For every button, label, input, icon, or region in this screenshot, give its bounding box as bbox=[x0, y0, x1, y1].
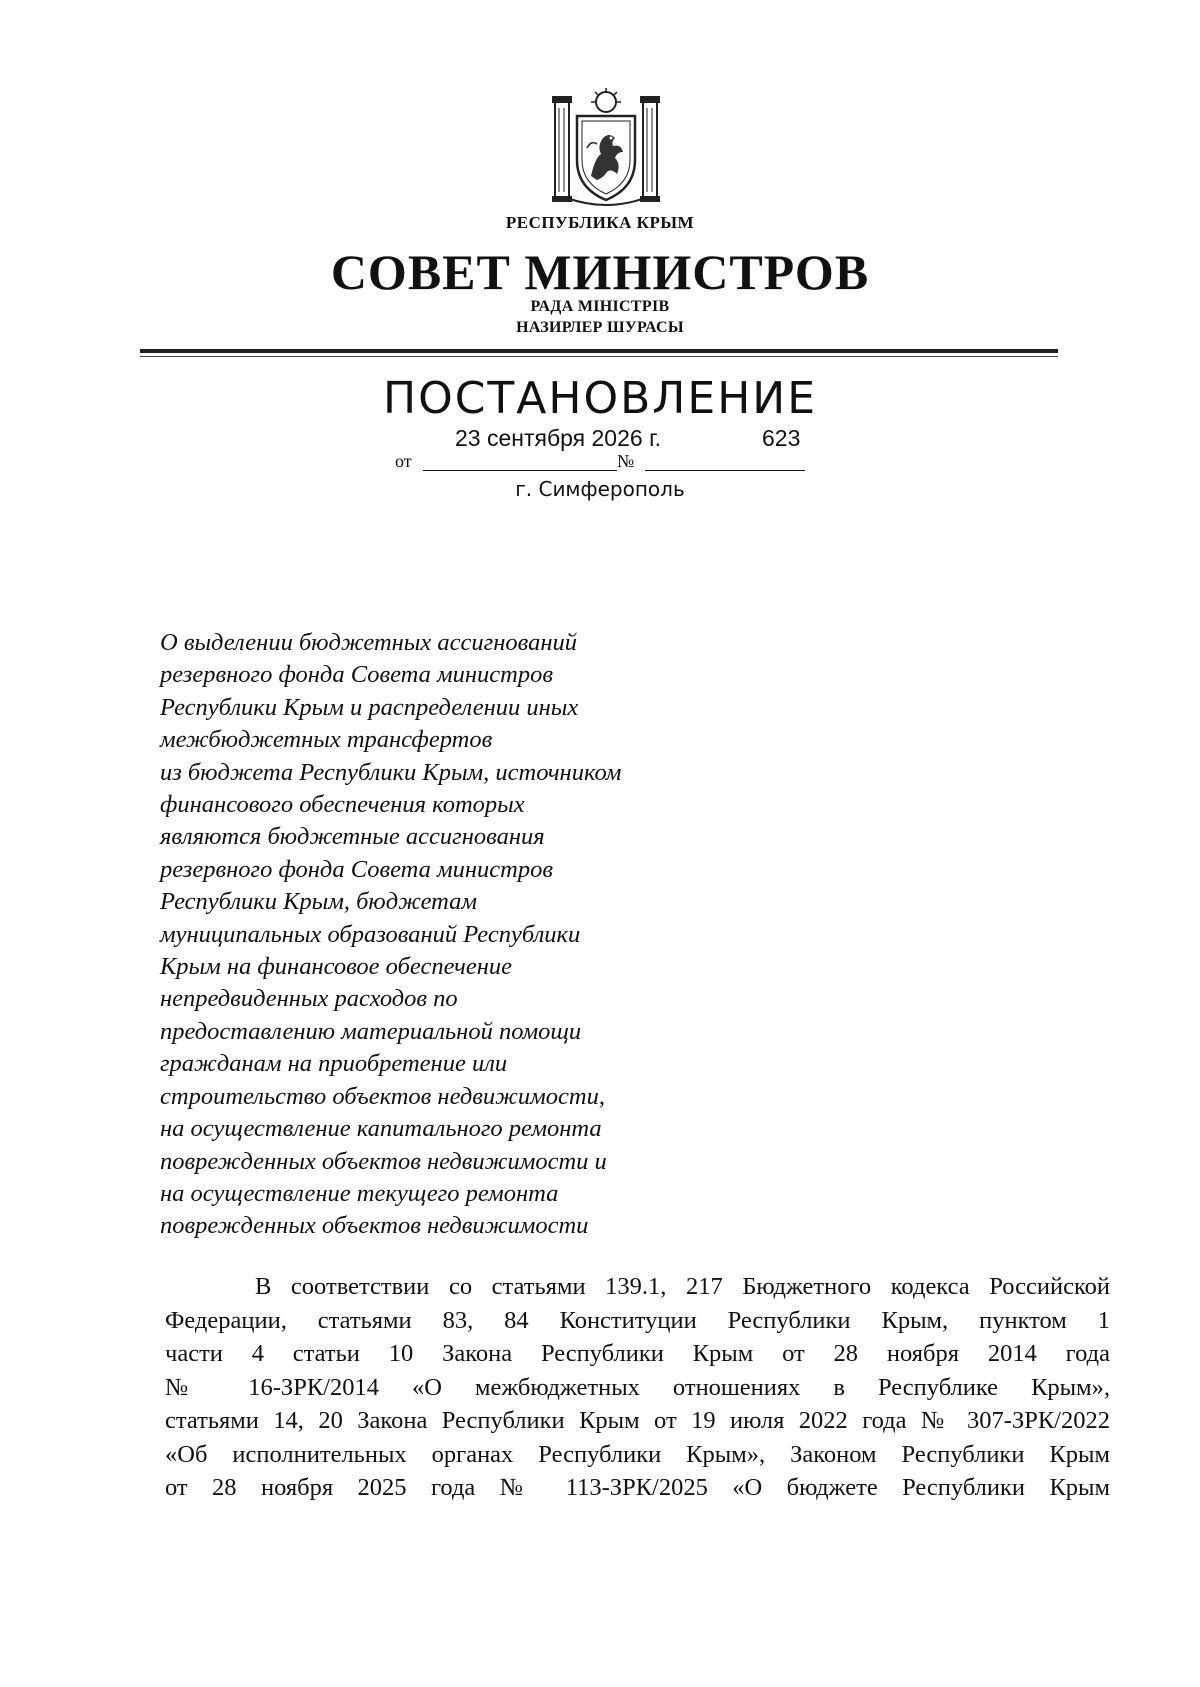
body-line: части 4 статьи 10 Закона Республики Крым от 28 ноября 2014 года bbox=[165, 1340, 1110, 1367]
subject-line: финансового обеспечения которых bbox=[160, 791, 525, 819]
subject-line: строительство объектов недвижимости, bbox=[160, 1082, 605, 1110]
subject-line: поврежденных объектов недвижимости и bbox=[160, 1147, 607, 1175]
date-underline bbox=[423, 470, 617, 471]
subject-line: Республики Крым и распределении иных bbox=[160, 693, 579, 721]
resolution-body bbox=[165, 1270, 1110, 1505]
subject-line: являются бюджетные ассигнования bbox=[160, 823, 545, 851]
document-type-title: ПОСТАНОВЛЕНИЕ bbox=[382, 373, 817, 424]
body-line: статьями 14, 20 Закона Республики Крым от 19 июля 2022 года № 307-ЗРК/2022 bbox=[165, 1407, 1110, 1434]
subject-line: О выделении бюджетных ассигнований bbox=[160, 629, 577, 656]
subject-line: резервного фонда Совета министров bbox=[160, 661, 554, 689]
republic-name: РЕСПУБЛИКА КРЫМ bbox=[505, 213, 695, 232]
subject-line: на осуществление капитального ремонта bbox=[160, 1115, 602, 1143]
resolution-number: 623 bbox=[762, 425, 801, 451]
subject-line: гражданам на приобретение или bbox=[160, 1050, 508, 1078]
header-divider-thin bbox=[140, 356, 1058, 357]
number-underline bbox=[645, 470, 805, 471]
coat-of-arms-icon bbox=[551, 88, 661, 206]
subject-line: резервного фонда Совета министров bbox=[160, 855, 554, 883]
resolution-date: 23 сентября 2026 г. bbox=[455, 425, 662, 451]
date-label: от bbox=[395, 451, 412, 471]
body-line: от 28 ноября 2025 года № 113-ЗРК/2025 «О бюджете Республики Крым bbox=[165, 1474, 1110, 1501]
header-divider-thick bbox=[140, 349, 1058, 353]
council-name-ukrainian: РАДА МІНІСТРІВ bbox=[530, 298, 670, 315]
issue-city: г. Симферополь bbox=[515, 477, 685, 501]
council-name: СОВЕТ МИНИСТРОВ bbox=[330, 244, 870, 300]
subject-line: на осуществление текущего ремонта bbox=[160, 1179, 559, 1207]
subject-line: предоставлению материальной помощи bbox=[160, 1017, 582, 1045]
resolution-subject bbox=[160, 627, 720, 1243]
body-line: Федерации, статьями 83, 84 Конституции Республики Крым, пунктом 1 bbox=[165, 1306, 1110, 1334]
body-line: № 16-ЗРК/2014 «О межбюджетных отношениях в Республике Крым», bbox=[165, 1373, 1110, 1401]
number-label: № bbox=[617, 451, 635, 471]
council-name-crimean-tatar: НАЗИРЛЕР ШУРАСЫ bbox=[516, 319, 684, 336]
subject-line: муниципальных образований Республики bbox=[160, 920, 581, 948]
body-line: В соответствии со статьями 139.1, 217 Бюджетного кодекса Российской bbox=[255, 1273, 1110, 1300]
subject-line: Республики Крым, бюджетам bbox=[160, 888, 477, 916]
body-line: «Об исполнительных органах Республики Крым», Законом Республики Крым bbox=[165, 1440, 1110, 1468]
subject-line: межбюджетных трансфертов bbox=[160, 726, 493, 754]
subject-line: из бюджета Республики Крым, источником bbox=[160, 758, 622, 786]
subject-line: Крым на финансовое обеспечение bbox=[160, 953, 512, 981]
subject-line: поврежденных объектов недвижимости bbox=[160, 1212, 589, 1240]
subject-line: непредвиденных расходов по bbox=[160, 985, 458, 1013]
